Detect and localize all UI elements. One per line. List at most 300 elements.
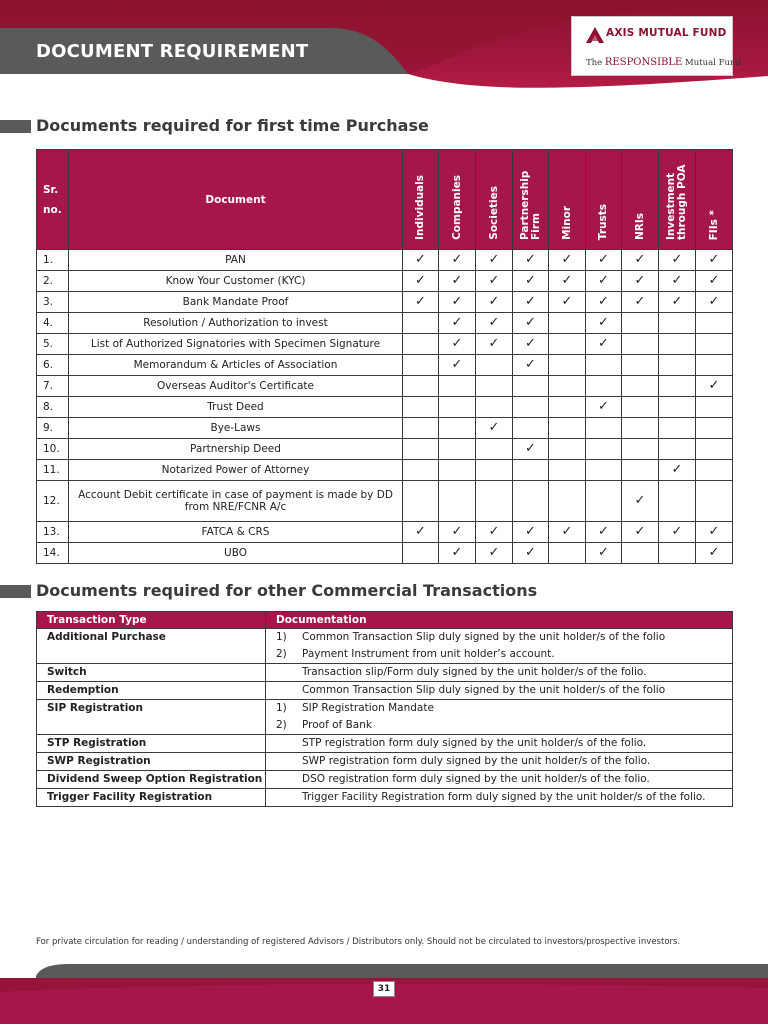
empty-cell xyxy=(439,439,476,460)
checkmark-icon: ✓ xyxy=(708,273,720,288)
col-investor-type xyxy=(549,150,586,250)
row-documentation xyxy=(266,664,733,682)
col-investor-type xyxy=(403,150,439,250)
line-number: 1) xyxy=(276,631,287,643)
col-label: FIIs * xyxy=(707,209,720,240)
empty-cell xyxy=(476,439,513,460)
empty-cell xyxy=(696,355,733,376)
empty-cell xyxy=(622,418,659,439)
check-cell xyxy=(513,292,549,313)
empty-cell xyxy=(659,397,696,418)
empty-cell xyxy=(696,418,733,439)
line-number: 2) xyxy=(276,648,287,660)
row-transaction-type: Additional Purchase xyxy=(37,629,266,647)
empty-cell xyxy=(659,418,696,439)
col-label: Individuals xyxy=(414,175,426,240)
page-number: 31 xyxy=(373,981,395,997)
empty-cell xyxy=(659,376,696,397)
commercial-transactions-table xyxy=(36,611,733,807)
check-cell xyxy=(513,271,549,292)
check-cell xyxy=(696,522,733,543)
line-text: STP registration form duly signed by the unit holder/s of the folio. xyxy=(302,737,647,749)
row-document: Know Your Customer (KYC) xyxy=(69,271,403,292)
empty-cell xyxy=(696,439,733,460)
empty-cell xyxy=(586,439,622,460)
row-documentation xyxy=(266,735,733,753)
logo-tagline xyxy=(586,57,741,68)
empty-cell xyxy=(439,397,476,418)
check-cell xyxy=(513,543,549,564)
row-document: Bank Mandate Proof xyxy=(69,292,403,313)
table-row xyxy=(37,543,733,564)
empty-cell xyxy=(476,481,513,522)
empty-cell xyxy=(622,397,659,418)
table-row xyxy=(37,397,733,418)
table-row xyxy=(37,292,733,313)
section-marker xyxy=(0,585,31,598)
table-row xyxy=(37,376,733,397)
line-text: Proof of Bank xyxy=(302,719,372,731)
table-row xyxy=(37,717,733,735)
checkmark-icon: ✓ xyxy=(598,315,609,330)
row-transaction-type: Trigger Facility Registration xyxy=(37,789,266,807)
table-row xyxy=(37,682,733,700)
checkmark-icon: ✓ xyxy=(525,336,536,351)
page-title: DOCUMENT REQUIREMENT xyxy=(36,41,309,62)
col-investor-type xyxy=(439,150,476,250)
empty-cell xyxy=(439,376,476,397)
col-label: Societies xyxy=(487,186,500,240)
empty-cell xyxy=(513,397,549,418)
checkmark-icon: ✓ xyxy=(671,524,683,539)
empty-cell xyxy=(439,481,476,522)
checkmark-icon: ✓ xyxy=(488,545,500,560)
check-cell xyxy=(696,292,733,313)
check-cell xyxy=(586,292,622,313)
checkmark-icon: ✓ xyxy=(451,357,463,372)
empty-cell xyxy=(476,355,513,376)
empty-cell xyxy=(549,460,586,481)
empty-cell xyxy=(549,543,586,564)
checkmark-icon: ✓ xyxy=(488,336,500,351)
checkmark-icon: ✓ xyxy=(415,273,426,288)
check-cell xyxy=(586,334,622,355)
line-text: SWP registration form duly signed by the unit holder/s of the folio. xyxy=(302,755,651,767)
table-row xyxy=(37,250,733,271)
check-cell xyxy=(439,543,476,564)
line-text: Trigger Facility Registration form duly signed by the unit holder/s of the folio. xyxy=(302,791,706,803)
col-label: Minor xyxy=(560,206,573,240)
row-sr-no: 11. xyxy=(37,460,69,481)
table-row xyxy=(37,481,733,522)
row-document: Account Debit certificate in case of payment is made by DD from NRE/FCNR A/c xyxy=(69,481,403,522)
checkmark-icon: ✓ xyxy=(525,524,536,539)
tagline-post: Mutual Fund xyxy=(685,58,741,68)
checkmark-icon: ✓ xyxy=(598,545,609,560)
empty-cell xyxy=(659,481,696,522)
col-sr-no xyxy=(37,150,69,250)
check-cell xyxy=(696,250,733,271)
check-cell xyxy=(439,334,476,355)
empty-cell xyxy=(513,376,549,397)
empty-cell xyxy=(659,439,696,460)
check-cell xyxy=(622,522,659,543)
checkmark-icon: ✓ xyxy=(451,294,463,309)
row-sr-no: 13. xyxy=(37,522,69,543)
row-sr-no: 2. xyxy=(37,271,69,292)
checkmark-icon: ✓ xyxy=(708,294,720,309)
empty-cell xyxy=(586,460,622,481)
empty-cell xyxy=(439,418,476,439)
check-cell xyxy=(403,292,439,313)
line-text: Common Transaction Slip duly signed by the unit holder/s of the folio xyxy=(302,631,666,643)
empty-cell xyxy=(659,355,696,376)
checkmark-icon: ✓ xyxy=(525,441,536,456)
tagline-emphasis: RESPONSIBLE xyxy=(604,57,683,68)
checkmark-icon: ✓ xyxy=(708,378,720,393)
col-document: Document xyxy=(69,150,403,250)
row-document: Notarized Power of Attorney xyxy=(69,460,403,481)
table-header-row xyxy=(37,150,733,250)
empty-cell xyxy=(403,376,439,397)
check-cell xyxy=(549,522,586,543)
row-sr-no: 14. xyxy=(37,543,69,564)
checkmark-icon: ✓ xyxy=(634,273,646,288)
check-cell xyxy=(586,522,622,543)
row-documentation xyxy=(266,682,733,700)
table-header-row xyxy=(37,612,733,629)
table-row xyxy=(37,271,733,292)
check-cell xyxy=(696,376,733,397)
section2-heading: Documents required for other Commercial Transactions xyxy=(36,581,538,600)
checkmark-icon: ✓ xyxy=(488,273,500,288)
check-cell xyxy=(513,250,549,271)
checkmark-icon: ✓ xyxy=(451,252,463,267)
checkmark-icon: ✓ xyxy=(634,252,646,267)
col-investor-type xyxy=(622,150,659,250)
table-row xyxy=(37,334,733,355)
check-cell xyxy=(439,355,476,376)
row-documentation xyxy=(266,789,733,807)
checkmark-icon: ✓ xyxy=(451,545,463,560)
line-number: 2) xyxy=(276,719,287,731)
row-document: Overseas Auditor's Certificate xyxy=(69,376,403,397)
checkmark-icon: ✓ xyxy=(488,315,500,330)
row-sr-no: 5. xyxy=(37,334,69,355)
checkmark-icon: ✓ xyxy=(671,252,683,267)
section1-heading: Documents required for first time Purchase xyxy=(36,116,429,135)
table-row xyxy=(37,313,733,334)
row-sr-no: 4. xyxy=(37,313,69,334)
col-investor-type xyxy=(513,150,549,250)
check-cell xyxy=(439,250,476,271)
check-cell xyxy=(659,250,696,271)
empty-cell xyxy=(549,313,586,334)
check-cell xyxy=(476,250,513,271)
checkmark-icon: ✓ xyxy=(415,252,426,267)
checkmark-icon: ✓ xyxy=(451,315,463,330)
line-text: DSO registration form duly signed by the unit holder/s of the folio. xyxy=(302,773,650,785)
empty-cell xyxy=(37,717,266,735)
checkmark-icon: ✓ xyxy=(598,273,609,288)
empty-cell xyxy=(622,460,659,481)
empty-cell xyxy=(513,418,549,439)
check-cell xyxy=(586,397,622,418)
checkmark-icon: ✓ xyxy=(671,462,683,477)
empty-cell xyxy=(696,313,733,334)
checkmark-icon: ✓ xyxy=(561,273,573,288)
table-row xyxy=(37,418,733,439)
row-sr-no: 9. xyxy=(37,418,69,439)
check-cell xyxy=(403,271,439,292)
empty-cell xyxy=(439,460,476,481)
empty-cell xyxy=(549,481,586,522)
row-sr-no: 12. xyxy=(37,481,69,522)
checkmark-icon: ✓ xyxy=(488,524,500,539)
empty-cell xyxy=(659,334,696,355)
empty-cell xyxy=(586,481,622,522)
empty-cell xyxy=(403,334,439,355)
checkmark-icon: ✓ xyxy=(488,294,500,309)
row-sr-no: 8. xyxy=(37,397,69,418)
checkmark-icon: ✓ xyxy=(634,493,646,508)
row-document: Bye-Laws xyxy=(69,418,403,439)
empty-cell xyxy=(37,646,266,664)
checkmark-icon: ✓ xyxy=(561,294,573,309)
table-row xyxy=(37,629,733,647)
empty-cell xyxy=(586,376,622,397)
checkmark-icon: ✓ xyxy=(525,545,536,560)
empty-cell xyxy=(513,481,549,522)
tagline-pre: The xyxy=(586,58,603,68)
empty-cell xyxy=(696,481,733,522)
table-row xyxy=(37,522,733,543)
row-sr-no: 7. xyxy=(37,376,69,397)
empty-cell xyxy=(403,481,439,522)
empty-cell xyxy=(586,355,622,376)
check-cell xyxy=(586,271,622,292)
table-body xyxy=(37,629,733,807)
empty-cell xyxy=(549,397,586,418)
checkmark-icon: ✓ xyxy=(561,524,573,539)
empty-cell xyxy=(549,376,586,397)
col-transaction-type: Transaction Type xyxy=(37,612,266,629)
empty-cell xyxy=(403,418,439,439)
check-cell xyxy=(586,543,622,564)
col-label: Partnership Firm xyxy=(518,170,542,240)
empty-cell xyxy=(549,439,586,460)
first-purchase-table xyxy=(36,149,733,564)
empty-cell xyxy=(696,334,733,355)
check-cell xyxy=(659,460,696,481)
table-row xyxy=(37,646,733,664)
check-cell xyxy=(439,271,476,292)
checkmark-icon: ✓ xyxy=(708,524,720,539)
empty-cell xyxy=(476,460,513,481)
col-investor-type xyxy=(659,150,696,250)
line-number: 1) xyxy=(276,702,287,714)
check-cell xyxy=(549,250,586,271)
table-row xyxy=(37,771,733,789)
check-cell xyxy=(586,313,622,334)
col-label: NRIs xyxy=(633,212,646,240)
empty-cell xyxy=(622,334,659,355)
checkmark-icon: ✓ xyxy=(671,294,683,309)
empty-cell xyxy=(403,460,439,481)
axis-logo-icon xyxy=(586,27,604,43)
checkmark-icon: ✓ xyxy=(598,399,609,414)
checkmark-icon: ✓ xyxy=(525,294,536,309)
empty-cell xyxy=(403,439,439,460)
table-row xyxy=(37,460,733,481)
line-text: Transaction slip/Form duly signed by the unit holder/s of the folio. xyxy=(302,666,647,678)
col-documentation: Documentation xyxy=(266,612,733,629)
empty-cell xyxy=(476,376,513,397)
check-cell xyxy=(476,522,513,543)
checkmark-icon: ✓ xyxy=(598,336,609,351)
check-cell xyxy=(439,292,476,313)
row-document: PAN xyxy=(69,250,403,271)
row-documentation xyxy=(266,700,733,718)
empty-cell xyxy=(403,397,439,418)
row-document: Resolution / Authorization to invest xyxy=(69,313,403,334)
check-cell xyxy=(476,271,513,292)
row-document: Partnership Deed xyxy=(69,439,403,460)
table-row xyxy=(37,700,733,718)
empty-cell xyxy=(513,460,549,481)
check-cell xyxy=(622,481,659,522)
empty-cell xyxy=(622,313,659,334)
col-investor-type xyxy=(696,150,733,250)
row-documentation xyxy=(266,771,733,789)
table-row xyxy=(37,664,733,682)
row-transaction-type: Dividend Sweep Option Registration xyxy=(37,771,266,789)
section-marker xyxy=(0,120,31,133)
checkmark-icon: ✓ xyxy=(525,357,536,372)
check-cell xyxy=(476,418,513,439)
row-transaction-type: SWP Registration xyxy=(37,753,266,771)
col-sr-label: Sr. no. xyxy=(43,183,62,216)
empty-cell xyxy=(696,460,733,481)
empty-cell xyxy=(622,543,659,564)
table-body xyxy=(37,250,733,564)
check-cell xyxy=(439,522,476,543)
line-text: Payment Instrument from unit holder’s account. xyxy=(302,648,555,660)
check-cell xyxy=(622,292,659,313)
checkmark-icon: ✓ xyxy=(598,294,609,309)
empty-cell xyxy=(403,543,439,564)
col-investor-type xyxy=(586,150,622,250)
table-row xyxy=(37,789,733,807)
check-cell xyxy=(403,522,439,543)
check-cell xyxy=(513,355,549,376)
row-document: List of Authorized Signatories with Specimen Signature xyxy=(69,334,403,355)
empty-cell xyxy=(622,355,659,376)
empty-cell xyxy=(586,418,622,439)
checkmark-icon: ✓ xyxy=(634,294,646,309)
checkmark-icon: ✓ xyxy=(415,524,426,539)
axis-logo xyxy=(571,16,741,76)
check-cell xyxy=(439,313,476,334)
row-sr-no: 10. xyxy=(37,439,69,460)
check-cell xyxy=(696,271,733,292)
checkmark-icon: ✓ xyxy=(598,524,609,539)
check-cell xyxy=(513,313,549,334)
col-investor-type xyxy=(476,150,513,250)
row-transaction-type: Redemption xyxy=(37,682,266,700)
check-cell xyxy=(476,543,513,564)
footnote: For private circulation for reading / understanding of registered Advisors / Distributors only. Should not be circulated to investors/prospective investors. xyxy=(36,937,681,947)
checkmark-icon: ✓ xyxy=(451,336,463,351)
checkmark-icon: ✓ xyxy=(671,273,683,288)
empty-cell xyxy=(622,439,659,460)
col-label: Companies xyxy=(450,175,463,240)
empty-cell xyxy=(659,543,696,564)
table-row xyxy=(37,753,733,771)
line-text: SIP Registration Mandate xyxy=(302,702,434,714)
row-documentation xyxy=(266,629,733,647)
checkmark-icon: ✓ xyxy=(488,252,500,267)
check-cell xyxy=(476,334,513,355)
logo-name: AXIS MUTUAL FUND xyxy=(606,27,727,39)
check-cell xyxy=(476,313,513,334)
check-cell xyxy=(476,292,513,313)
table-row xyxy=(37,355,733,376)
row-transaction-type: SIP Registration xyxy=(37,700,266,718)
empty-cell xyxy=(549,418,586,439)
check-cell xyxy=(659,522,696,543)
check-cell xyxy=(696,543,733,564)
checkmark-icon: ✓ xyxy=(525,252,536,267)
checkmark-icon: ✓ xyxy=(525,273,536,288)
checkmark-icon: ✓ xyxy=(415,294,426,309)
col-label: Trusts xyxy=(597,203,609,240)
checkmark-icon: ✓ xyxy=(451,524,463,539)
checkmark-icon: ✓ xyxy=(488,420,500,435)
table-row xyxy=(37,735,733,753)
check-cell xyxy=(513,439,549,460)
check-cell xyxy=(622,271,659,292)
checkmark-icon: ✓ xyxy=(708,545,720,560)
empty-cell xyxy=(549,355,586,376)
check-cell xyxy=(513,334,549,355)
empty-cell xyxy=(476,397,513,418)
checkmark-icon: ✓ xyxy=(708,252,720,267)
checkmark-icon: ✓ xyxy=(561,252,573,267)
empty-cell xyxy=(403,313,439,334)
row-document: FATCA & CRS xyxy=(69,522,403,543)
check-cell xyxy=(586,250,622,271)
check-cell xyxy=(659,292,696,313)
check-cell xyxy=(549,292,586,313)
row-documentation xyxy=(266,646,733,664)
empty-cell xyxy=(696,397,733,418)
empty-cell xyxy=(622,376,659,397)
row-sr-no: 6. xyxy=(37,355,69,376)
line-text: Common Transaction Slip duly signed by the unit holder/s of the folio xyxy=(302,684,666,696)
checkmark-icon: ✓ xyxy=(598,252,609,267)
row-sr-no: 1. xyxy=(37,250,69,271)
table-row xyxy=(37,439,733,460)
row-document: Trust Deed xyxy=(69,397,403,418)
row-documentation xyxy=(266,753,733,771)
check-cell xyxy=(513,522,549,543)
empty-cell xyxy=(403,355,439,376)
row-document: UBO xyxy=(69,543,403,564)
check-cell xyxy=(659,271,696,292)
row-document: Memorandum & Articles of Association xyxy=(69,355,403,376)
empty-cell xyxy=(549,334,586,355)
